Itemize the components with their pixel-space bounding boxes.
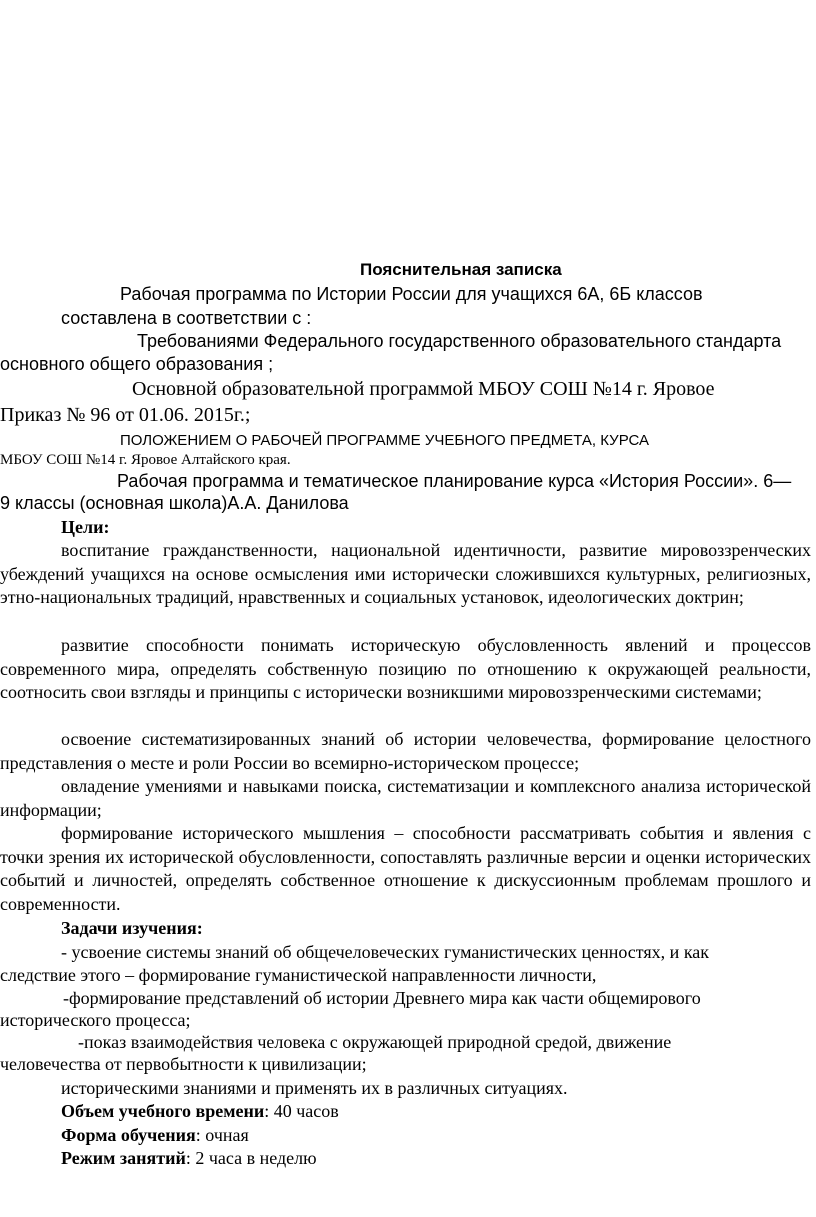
form-value: : очная [195,1125,249,1145]
goal-item-4: овладение умениями и навыками поиска, систематизации и комплексного анализа исторической информации; [0,776,811,820]
intro-line-2: составлена в соответствии с : [61,308,312,328]
goal-item-5: формирование исторического мышления – способности рассматривать события и явления с точки зрения их исторической обусловленности, сопоставлять различные версии и оценки исторических событий и личностей, определять собственное отношение к дискуссионным проблемам прошлого и современности. [0,823,811,915]
fgos-line-1: Требованиями Федерального государственного образовательного стандарта [137,331,782,351]
volume-value: : 40 часов [264,1101,339,1121]
goal-item-1: воспитание гражданственности, национальной идентичности, развитие мировоззренческих убеждений учащихся на основе осмысления ими исторически сложившихся культурных, религиозных, этно-национальных традиций, нравственных и социальных установок, идеологических доктрин; [0,540,811,608]
basic-program-line-1: Основной образовательной программой МБОУ СОШ №14 г. Яровое [132,378,715,400]
goals-heading: Цели: [61,517,110,537]
volume-row [61,1100,339,1122]
task-1-line-1: - усвоение системы знаний об общечеловеческих гуманистических ценностях, и как [61,942,710,962]
task-2-line-1: -формирование представлений об истории Древнего мира как части общемирового [63,988,701,1008]
form-label: Форма обучения [61,1125,196,1145]
intro-line-1: Рабочая программа по Истории России для учащихся 6А, 6Б классов [120,284,703,304]
workprog-line-2: 9 классы (основная школа)А.А. Данилова [0,493,349,513]
mode-value: : 2 часа в неделю [185,1148,317,1168]
goal-item-3: освоение систематизированных знаний об истории человечества, формирование целостного представления о месте и роли России во всемирно-историческом процессе; [0,729,811,773]
fgos-line-2: основного общего образования ; [0,354,274,374]
regulation-line-2: МБОУ СОШ №14 г. Яровое Алтайского края. [0,452,291,468]
mode-label: Режим занятий [61,1148,186,1168]
regulation-line-1: ПОЛОЖЕНИЕМ О РАБОЧЕЙ ПРОГРАММЕ УЧЕБНОГО ПРЕДМЕТА, КУРСА [120,432,650,449]
workprog-line-1: Рабочая программа и тематическое планирование курса «История России». 6— [117,471,792,491]
goal-item-2: развитие способности понимать историческую обусловленность явлений и процессов современного мира, определять собственную позицию по отношению к окружающей реальности, соотносить свои взгляды и принципы с исторически возникшими мировоззренческими системами; [0,635,811,703]
tasks-heading: Задачи изучения: [61,918,203,938]
basic-program-line-2: Приказ № 96 от 01.06. 2015г.; [0,404,251,426]
task-4: историческими знаниями и применять их в различных ситуациях. [61,1078,568,1098]
task-1-line-2: следствие этого – формирование гуманистической направленности личности, [0,965,597,985]
form-row [61,1124,249,1146]
mode-row [61,1147,317,1169]
volume-label: Объем учебного времени [61,1101,265,1121]
task-3-line-2: человечества от первобытности к цивилизации; [0,1054,367,1074]
task-2-line-2: исторического процесса; [0,1010,191,1030]
task-3-line-1: -показ взаимодействия человека с окружающей природной средой, движение [78,1032,672,1052]
page-title: Пояснительная записка [360,260,562,279]
